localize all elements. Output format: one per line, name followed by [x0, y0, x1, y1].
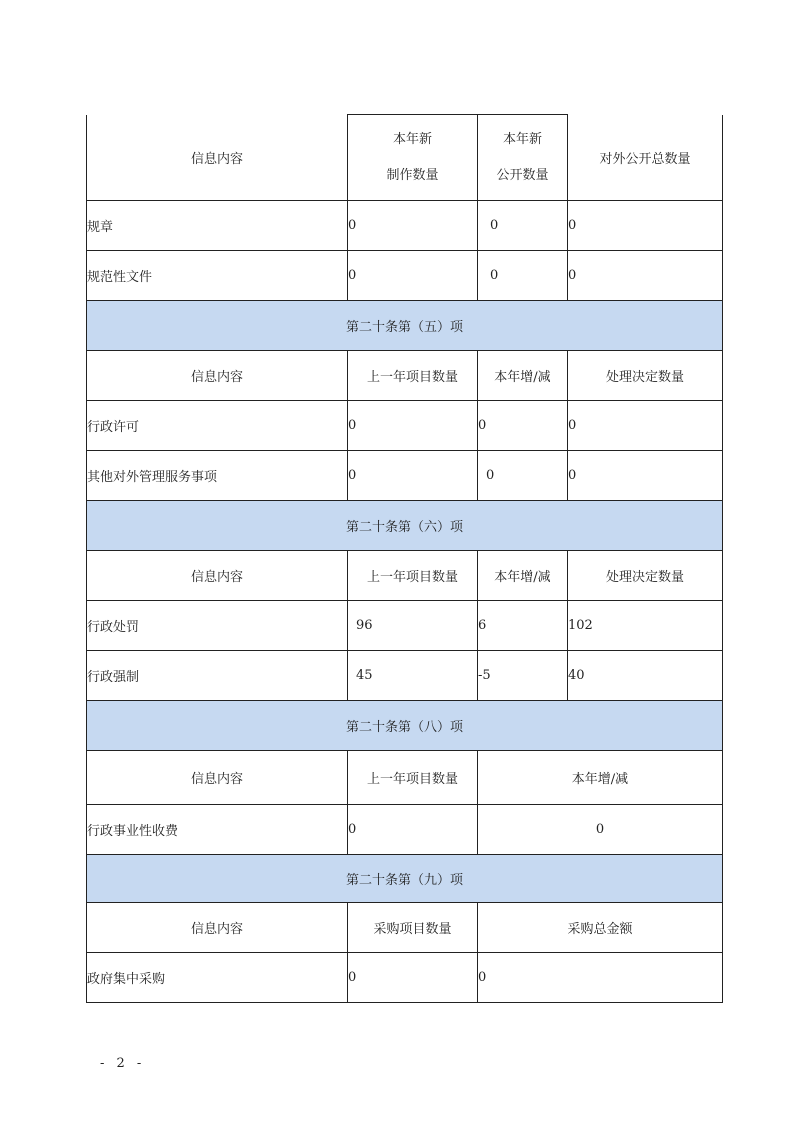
header-new-published-line1: 本年新: [502, 131, 542, 147]
header-info-content: 信息内容: [87, 751, 348, 805]
row-label: 行政事业性收费: [87, 805, 348, 855]
disclosure-table: [86, 114, 723, 1003]
cell-value: 0: [348, 451, 478, 501]
header-change: 本年增/减: [478, 551, 568, 601]
cell-value: 6: [478, 601, 568, 651]
section-title: 第二十条第（六）项: [87, 501, 723, 551]
header-new-produced: [348, 115, 478, 201]
cell-value: 0: [348, 251, 478, 301]
table-header-row: [87, 551, 723, 601]
row-label: 其他对外管理服务事项: [87, 451, 348, 501]
cell-value: -5: [478, 651, 568, 701]
header-info-content: 信息内容: [87, 115, 348, 201]
cell-value: 0: [348, 201, 478, 251]
row-label: 规范性文件: [87, 251, 348, 301]
table-row: [87, 953, 723, 1003]
cell-value: 0: [478, 201, 568, 251]
table-header-row: [87, 903, 723, 953]
table-header-row: [87, 115, 723, 201]
table-row: [87, 401, 723, 451]
header-prev-year-count: 上一年项目数量: [348, 551, 478, 601]
section-title-row: [87, 501, 723, 551]
header-new-produced-line1: 本年新: [392, 131, 432, 147]
header-prev-year-count: 上一年项目数量: [348, 351, 478, 401]
page-number: - 2 -: [100, 1056, 146, 1071]
header-info-content: 信息内容: [87, 903, 348, 953]
section-title-row: [87, 855, 723, 903]
table-row: [87, 201, 723, 251]
section-title: 第二十条第（九）项: [87, 855, 723, 903]
cell-value: 0: [348, 805, 478, 855]
header-new-published: [478, 115, 568, 201]
header-new-published-line2: 公开数量: [496, 167, 549, 183]
table-row: [87, 601, 723, 651]
section-title: 第二十条第（八）项: [87, 701, 723, 751]
cell-value: 0: [348, 953, 478, 1003]
cell-value: 96: [348, 601, 478, 651]
header-new-produced-line2: 制作数量: [386, 167, 439, 183]
row-label: 行政许可: [87, 401, 348, 451]
table-row: [87, 451, 723, 501]
header-total-published: 对外公开总数量: [568, 115, 723, 201]
cell-value: 0: [568, 201, 723, 251]
row-label: 规章: [87, 201, 348, 251]
header-procurement-count: 采购项目数量: [348, 903, 478, 953]
header-decision-count: 处理决定数量: [568, 551, 723, 601]
section-title-row: [87, 701, 723, 751]
cell-value: 40: [568, 651, 723, 701]
table-row: [87, 651, 723, 701]
header-info-content: 信息内容: [87, 551, 348, 601]
cell-value: 0: [478, 451, 568, 501]
table-header-row: [87, 751, 723, 805]
cell-value: 0: [348, 401, 478, 451]
cell-value: 102: [568, 601, 723, 651]
cell-value: 0: [568, 451, 723, 501]
cell-value: 0: [478, 401, 568, 451]
section-title-row: [87, 301, 723, 351]
header-change: 本年增/减: [478, 751, 723, 805]
header-prev-year-count: 上一年项目数量: [348, 751, 478, 805]
row-label: 行政处罚: [87, 601, 348, 651]
table-row: [87, 805, 723, 855]
cell-value: 0: [478, 805, 723, 855]
header-procurement-amount: 采购总金额: [478, 903, 723, 953]
section-title: 第二十条第（五）项: [87, 301, 723, 351]
row-label: 政府集中采购: [87, 953, 348, 1003]
cell-value: 0: [568, 251, 723, 301]
cell-value: 0: [478, 953, 723, 1003]
cell-value: 0: [478, 251, 568, 301]
table-row: [87, 251, 723, 301]
row-label: 行政强制: [87, 651, 348, 701]
header-change: 本年增/减: [478, 351, 568, 401]
table-header-row: [87, 351, 723, 401]
cell-value: 45: [348, 651, 478, 701]
cell-value: 0: [568, 401, 723, 451]
header-decision-count: 处理决定数量: [568, 351, 723, 401]
header-info-content: 信息内容: [87, 351, 348, 401]
